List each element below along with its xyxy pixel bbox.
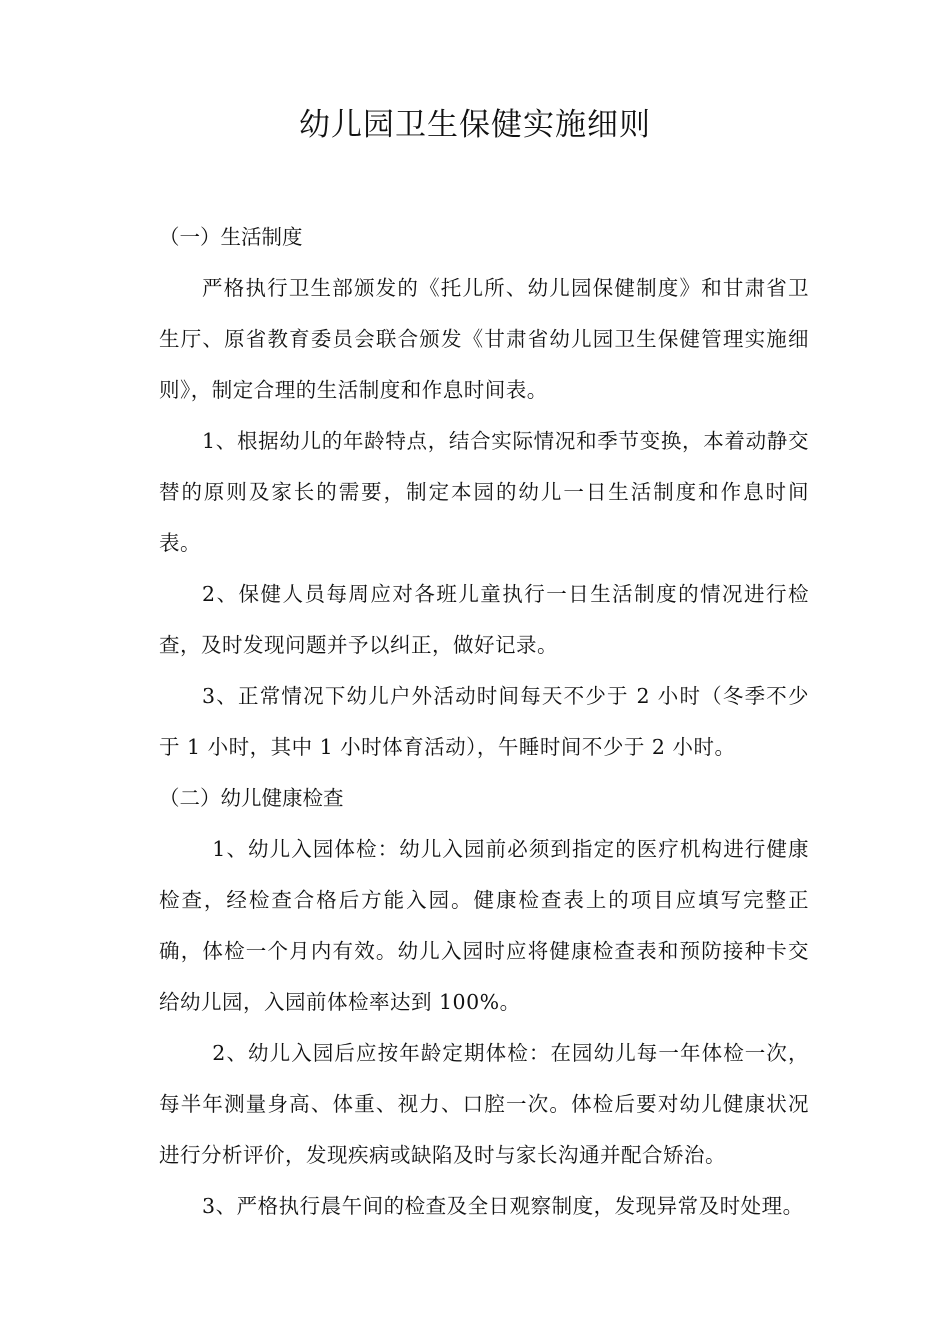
document-title: 幼儿园卫生保健实施细则 [299,107,651,143]
paragraph: 1、根据幼儿的年龄特点，结合实际情况和季节变换，本着动静交替的原则及家长的需要，制定本园的幼儿一日生活制度和作息时间表。 [159,429,809,555]
paragraph: 2、保健人员每周应对各班儿童执行一日生活制度的情况进行检查，及时发现问题并予以纠正，做好记录。 [159,582,809,657]
paragraph: 严格执行卫生部颁发的《托儿所、幼儿园保健制度》和甘肃省卫生厅、原省教育委员会联合颁发《甘肃省幼儿园卫生保健管理实施细则》，制定合理的生活制度和作息时间表。 [159,276,809,402]
paragraph: 3、严格执行晨午间的检查及全日观察制度，发现异常及时处理。 [202,1194,804,1218]
section-heading-life-system: （一）生活制度 [159,225,303,249]
document-body [159,212,809,1232]
section-heading-health-check: （二）幼儿健康检查 [159,786,344,810]
paragraph: 1、幼儿入园体检：幼儿入园前必须到指定的医疗机构进行健康检查，经检查合格后方能入园。健康检查表上的项目应填写完整正确，体检一个月内有效。幼儿入园时应将健康检查表和预防接种卡交给幼儿园，入园前体检率达到 100%。 [159,837,809,1014]
paragraph: 2、幼儿入园后应按年龄定期体检：在园幼儿每一年体检一次，每半年测量身高、体重、视力、口腔一次。体检后要对幼儿健康状况进行分析评价，发现疾病或缺陷及时与家长沟通并配合矫治。 [159,1041,809,1167]
paragraph: 3、正常情况下幼儿户外活动时间每天不少于 2 小时（冬季不少于 1 小时，其中 1 小时体育活动），午睡时间不少于 2 小时。 [159,684,809,759]
